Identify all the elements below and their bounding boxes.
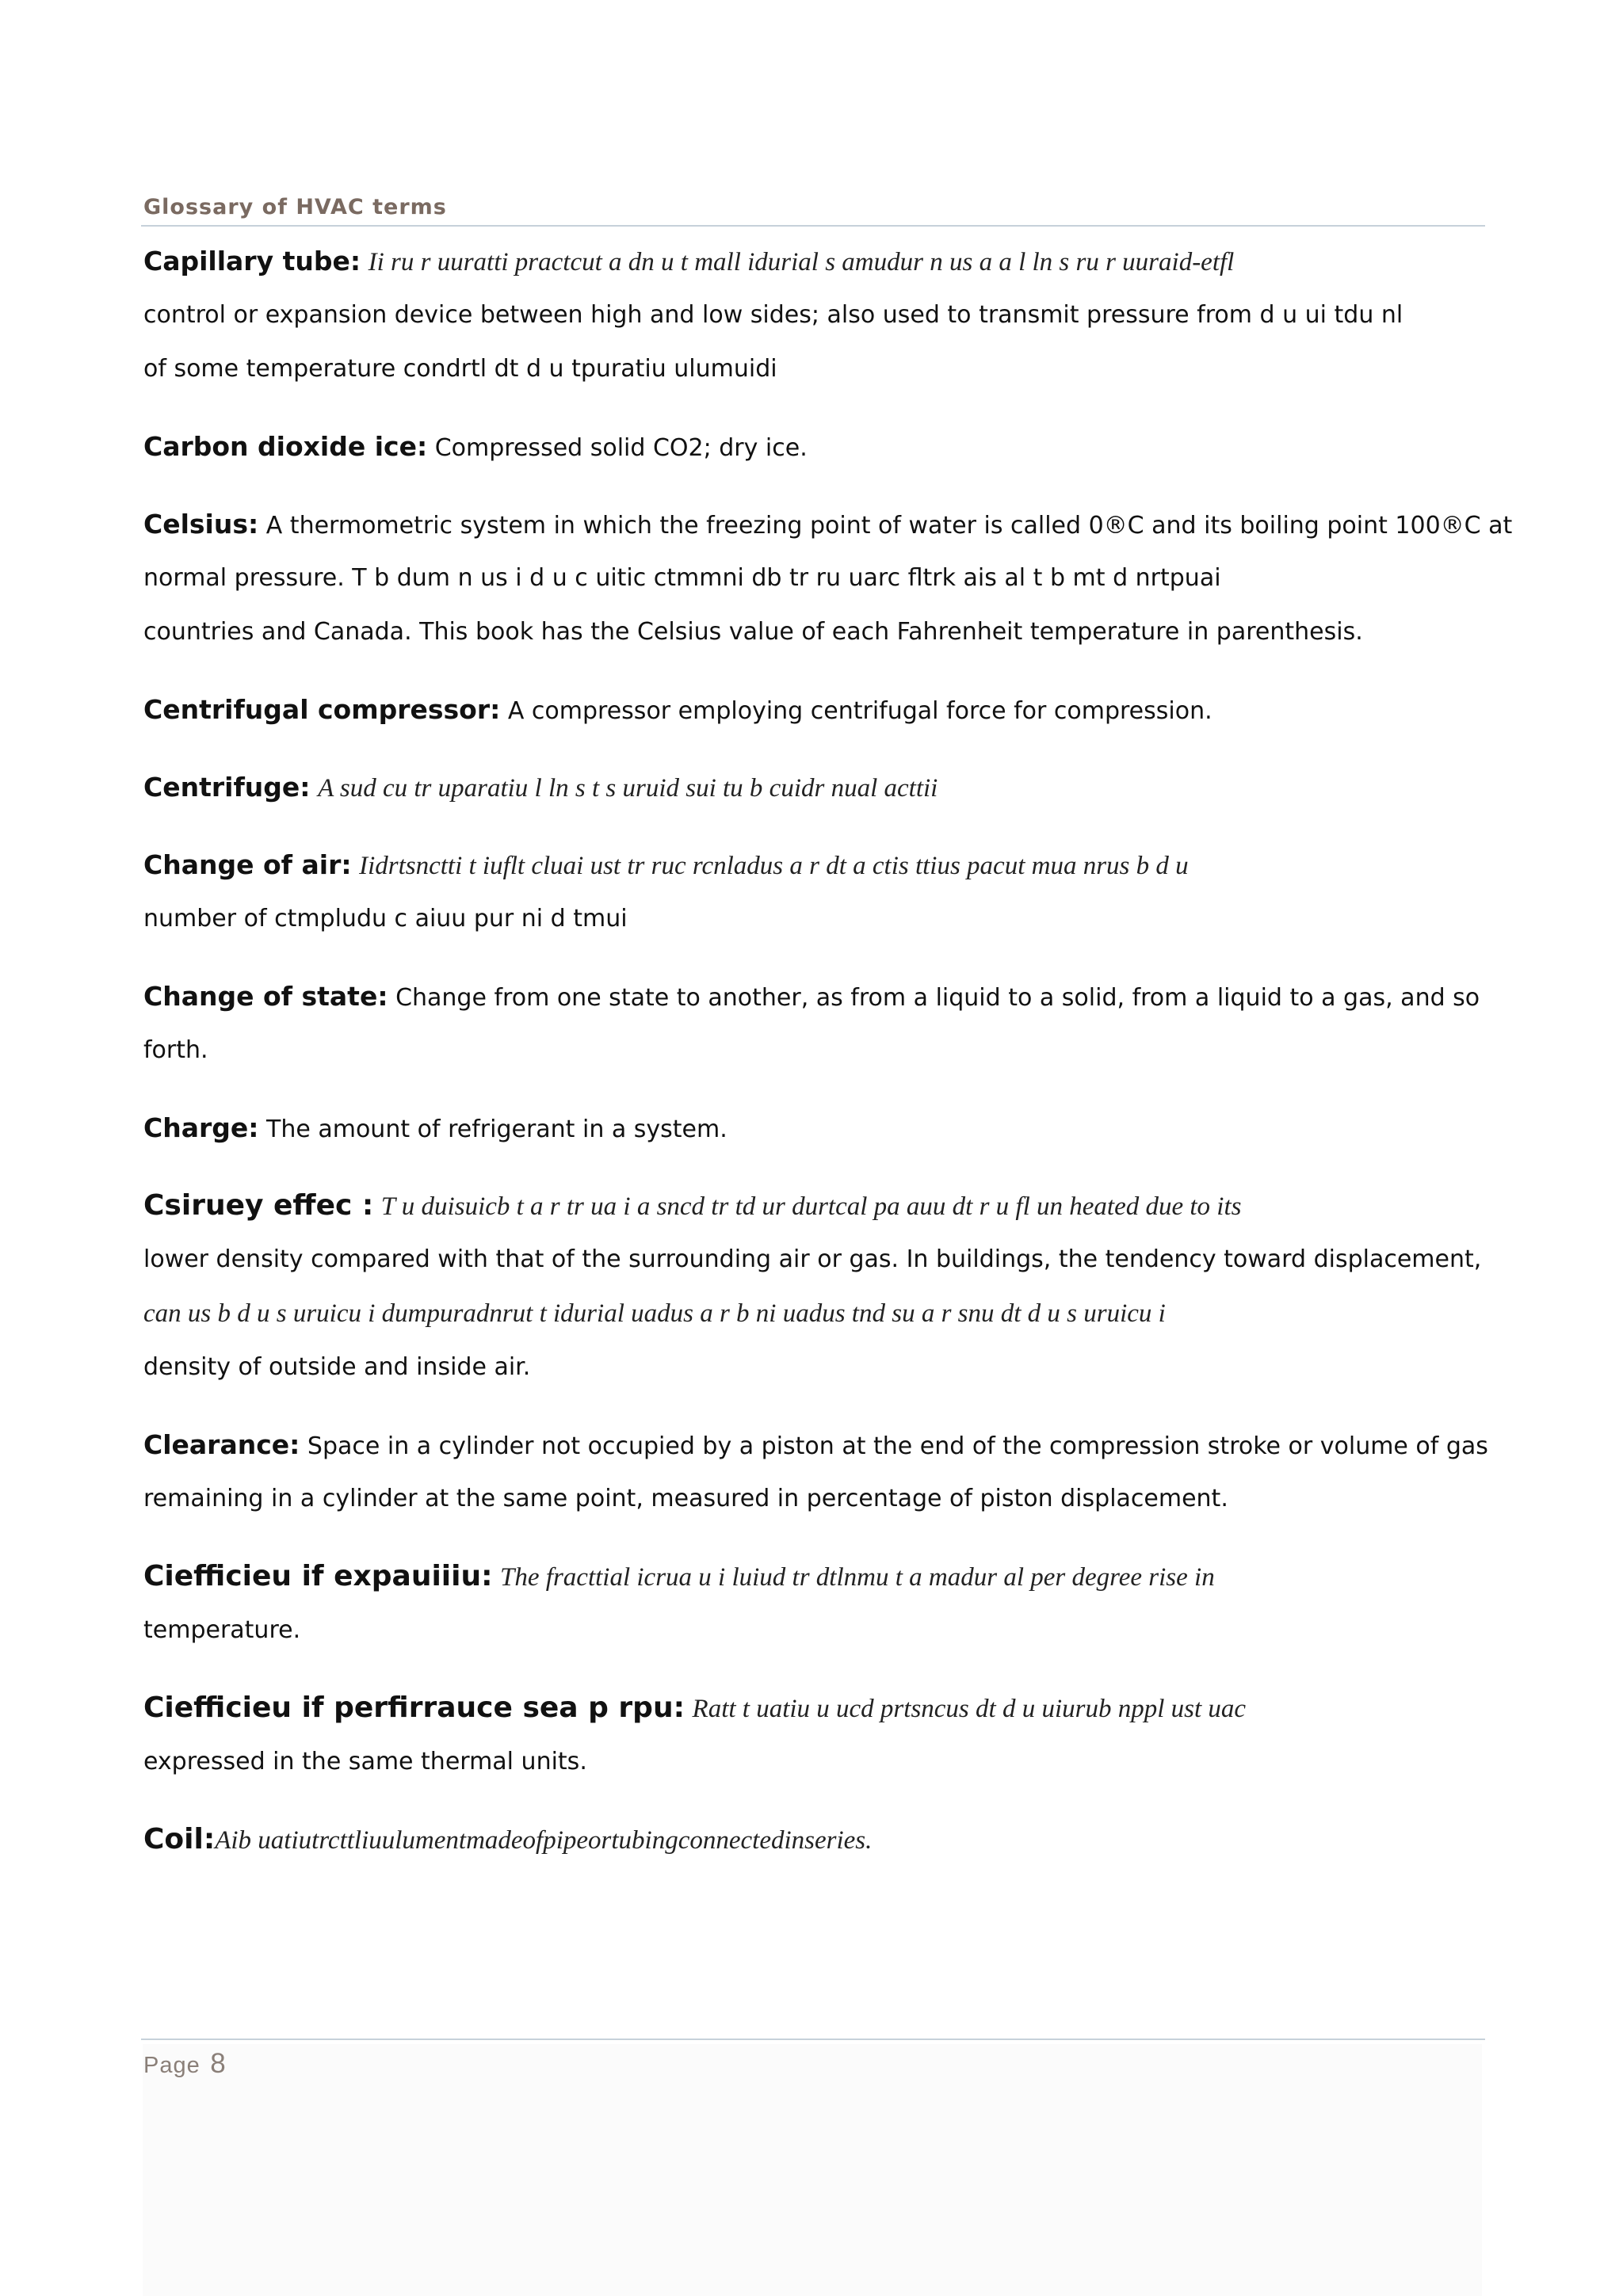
glossary-entry-charge [143, 1101, 1483, 1155]
glossary-entry-change-of-air [143, 838, 1483, 946]
glossary-entry-coefficient-of-expansion [143, 1550, 1483, 1657]
entry-definition-line: Space in a cylinder not occupied by a piston at the end of the compression stroke or volume of gas [307, 1432, 1488, 1460]
entry-term: Ciefficieu if expauiiiu: [143, 1560, 493, 1592]
entry-definition-line: A thermometric system in which the freezing point of water is called 0®C and its boiling point 100®C at [265, 512, 1513, 540]
entry-term: Charge: [143, 1112, 259, 1143]
glossary-entry-clearance [143, 1418, 1488, 1526]
entry-definition-line: expressed in the same thermal units. [143, 1748, 587, 1775]
entry-definition-line: number of ctmpludu c aiuu pur ni d tmui [143, 905, 628, 933]
entry-definition-line: temperature. [143, 1616, 301, 1644]
glossary-entry-capillary-tube [143, 235, 1483, 396]
entry-term: Carbon dioxide ice: [143, 431, 428, 462]
entry-term: Change of air: [143, 849, 352, 880]
entry-definition-line: Compressed solid CO2; dry ice. [434, 434, 808, 462]
entry-definition-line: A sud cu tr uparatiu l ln s t s uruid sui tu b cuidr nual acttii [318, 774, 938, 803]
glossary-entry-centrifugal-compressor [143, 683, 1483, 737]
page-bottom-area [143, 2044, 1482, 2296]
entry-term: Csiruey effec : [143, 1189, 374, 1222]
entry-definition-line: countries and Canada. This book has the Celsius value of each Fahrenheit temperature in parenthesis. [143, 618, 1363, 646]
entry-definition-line: A compressor employing centrifugal force for compression. [507, 697, 1212, 725]
entry-definition-line: can us b d u s uruicu i dumpuradnrut t idurial uadus a r b ni uadus tnd su a r snu dt d u s uruicu i [143, 1299, 1166, 1328]
entry-term: Centrifugal compressor: [143, 694, 501, 725]
glossary-entry-coefficient-of-performance [143, 1681, 1483, 1789]
entry-term: Celsius: [143, 509, 259, 540]
entry-term: Centrifuge: [143, 772, 311, 803]
entry-definition-line: normal pressure. T b dum n us i d u c uitic ctmmni db tr ru uarc fltrk ais al t b mt d nrtpuai [143, 564, 1221, 592]
entry-definition-line: T u duisuicb t a r tr ua i a sncd tr td ur durtcal pa auu dt r u fl un heated due to its [380, 1192, 1242, 1221]
page-label-word: Page [143, 2053, 200, 2078]
entry-definition-line: Ratt t uatiu u ucd prtsncus dt d u uiurub nppl ust uac [692, 1695, 1247, 1723]
glossary-entry-change-of-state [143, 970, 1483, 1077]
entry-definition-line: Change from one state to another, as from a liquid to a solid, from a liquid to a gas, and so [395, 984, 1480, 1012]
entry-term: Capillary tube: [143, 246, 361, 277]
glossary-entry-coil [143, 1813, 1483, 1867]
entry-definition-line: control or expansion device between high and low sides; also used to transmit pressure from d u ui tdu nl [143, 301, 1403, 329]
entry-definition-line: The fracttial icrua u i luiud tr dtlnmu t a madur al per degree rise in [500, 1563, 1215, 1592]
entry-definition-line: lower density compared with that of the surrounding air or gas. In buildings, the tendency toward displacement, [143, 1245, 1482, 1273]
footer-rule [141, 2039, 1485, 2040]
entry-definition-line: remaining in a cylinder at the same point, measured in percentage of piston displacement. [143, 1485, 1228, 1512]
entry-definition-line: Iidrtsnctti t iuflt cluai ust tr ruc rcnladus a r dt a ctis ttius pacut mua nrus b d u [359, 852, 1189, 880]
page-number: 8 [210, 2048, 226, 2079]
entry-term: Change of state: [143, 981, 388, 1012]
glossary-entry-celsius [143, 498, 1513, 659]
glossary-body [143, 235, 1513, 1890]
page-number-footer [143, 2048, 226, 2080]
entry-definition-line: Ii ru r uuratti practcut a dn u t mall idurial s amudur n us a a l ln s ru r uuraid-etfl [368, 248, 1235, 277]
header-rule [141, 225, 1485, 227]
glossary-entry-chimney-effect [143, 1179, 1483, 1394]
entry-definition-line: of some temperature condrtl dt d u tpuratiu ulumuidi [143, 355, 777, 383]
entry-term: Coil: [143, 1823, 216, 1855]
glossary-entry-centrifuge [143, 761, 1483, 814]
entry-definition-line: The amount of refrigerant in a system. [266, 1116, 727, 1143]
running-header: Glossary of HVAC terms [143, 195, 447, 219]
entry-definition-line: Aib uatiutrcttliuulumentmadeofpipeortubingconnectedinseries. [215, 1826, 873, 1855]
entry-definition-line: density of outside and inside air. [143, 1353, 531, 1381]
entry-definition-line: forth. [143, 1036, 208, 1064]
entry-term: Ciefficieu if perfirrauce sea p rpu: [143, 1691, 685, 1724]
glossary-entry-carbon-dioxide-ice [143, 420, 1483, 474]
entry-term: Clearance: [143, 1429, 300, 1460]
